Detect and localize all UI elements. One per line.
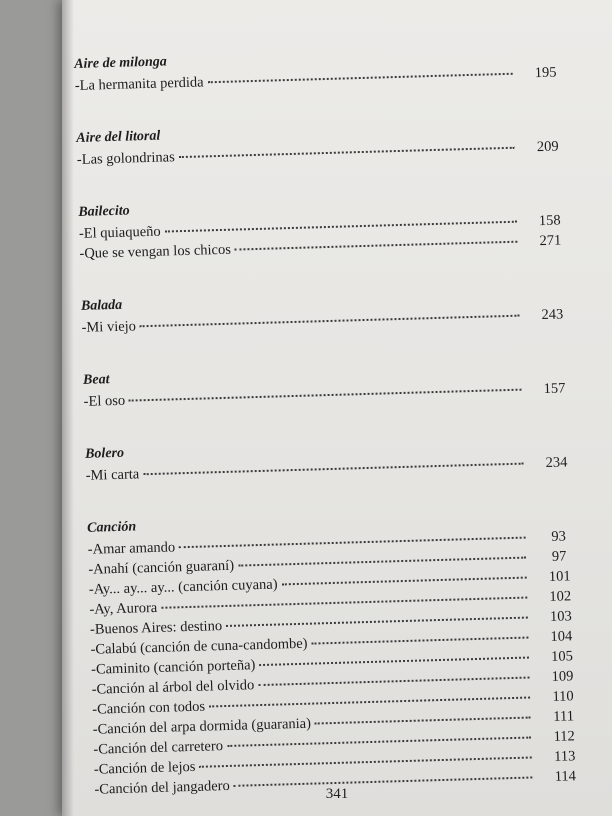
dot-leader <box>226 617 528 627</box>
entry-title: -Que se vengan los chicos <box>79 241 232 262</box>
binding-shadow <box>62 0 74 816</box>
dot-leader <box>179 537 526 549</box>
entry-page-number: 93 <box>551 528 567 545</box>
dot-leader <box>311 637 528 645</box>
section-heading: Aire del litoral <box>76 128 161 146</box>
dot-leader <box>282 577 527 586</box>
dot-leader <box>227 737 531 747</box>
entry-title: -Canción del jangadero <box>94 777 230 798</box>
entry-title: -Canción del arpa dormida (guarania) <box>92 715 312 738</box>
entry-page-number: 101 <box>548 568 571 585</box>
section-bolero <box>85 432 586 486</box>
index-content <box>74 42 595 816</box>
section-heading: Balada <box>80 297 123 314</box>
entry-page-number: 195 <box>534 64 557 82</box>
section-heading: Aire de milonga <box>74 54 167 72</box>
book-page <box>62 0 612 816</box>
section-cancion <box>87 506 595 800</box>
dot-leader <box>238 557 526 567</box>
entry-title: -Caminito (canción porteña) <box>90 657 256 678</box>
entry-page-number: 102 <box>549 588 572 605</box>
entry-title: -Buenos Aires: destino <box>89 618 223 638</box>
entry-page-number: 105 <box>550 648 574 665</box>
dot-leader <box>179 147 515 158</box>
dot-leader <box>258 677 529 687</box>
dot-leader <box>140 315 520 328</box>
dot-leader <box>235 241 518 251</box>
dot-leader <box>209 697 530 708</box>
entry-title: -Calabú (canción de cuna-candombe) <box>90 635 308 658</box>
dot-leader <box>165 221 517 233</box>
entry-page-number: 114 <box>554 768 577 785</box>
entry-title: -Canción del carretero <box>93 738 224 758</box>
section-heading: Bailecito <box>78 203 130 220</box>
entry-page-number: 109 <box>551 668 574 685</box>
section-heading: Bolero <box>84 445 125 462</box>
section-balada <box>81 284 582 338</box>
entry-page-number: 158 <box>538 212 561 230</box>
entry-page-number: 110 <box>552 688 574 705</box>
dot-leader <box>143 463 523 476</box>
entry-page-number: 271 <box>539 232 562 250</box>
entry-page-number: 209 <box>536 138 559 156</box>
entry-page-number: 243 <box>541 306 564 324</box>
dot-leader <box>315 717 531 725</box>
section-beat <box>83 358 584 412</box>
section-heading: Canción <box>86 519 137 536</box>
entry-title: -Ay, Aurora <box>89 599 158 618</box>
dot-leader <box>129 389 521 402</box>
entry-title: -El quiaqueño <box>78 223 161 242</box>
entry-page-number: 103 <box>549 608 572 625</box>
entry-title: -Anahí (canción guaraní) <box>88 557 235 578</box>
dot-leader <box>259 657 529 667</box>
entry-page-number: 157 <box>543 380 566 398</box>
entry-page-number: 97 <box>551 548 567 565</box>
entry-page-number: 112 <box>553 728 576 745</box>
entry-page-number: 234 <box>545 454 568 471</box>
section-bailecito <box>78 190 579 264</box>
entry-title: -Ay... ay... ay... (canción cuyana) <box>88 576 278 598</box>
entry-title: -Mi viejo <box>81 318 137 336</box>
entry-title: -Canción con todos <box>92 698 206 718</box>
entry-title: -Amar amando <box>87 539 176 558</box>
section-aire-del-litoral <box>76 116 577 170</box>
dot-leader <box>208 73 513 84</box>
entry-page-number: 104 <box>550 628 573 645</box>
entry-page-number: 113 <box>553 748 576 765</box>
dot-leader <box>161 597 527 609</box>
entry-title: -Mi carta <box>85 466 140 484</box>
entry-title: -Canción de lejos <box>93 758 196 778</box>
dot-leader <box>199 756 531 767</box>
entry-title: -Las golondrinas <box>76 149 175 168</box>
entry-title: -La hermanita perdida <box>74 74 204 94</box>
entry-title: -Canción al árbol del olvido <box>91 677 255 698</box>
page-number: 341 <box>325 786 349 802</box>
entry-title: -El oso <box>83 392 126 410</box>
entry-page-number: 111 <box>553 708 575 725</box>
section-aire-de-milonga <box>74 42 575 96</box>
section-heading: Beat <box>82 372 110 388</box>
